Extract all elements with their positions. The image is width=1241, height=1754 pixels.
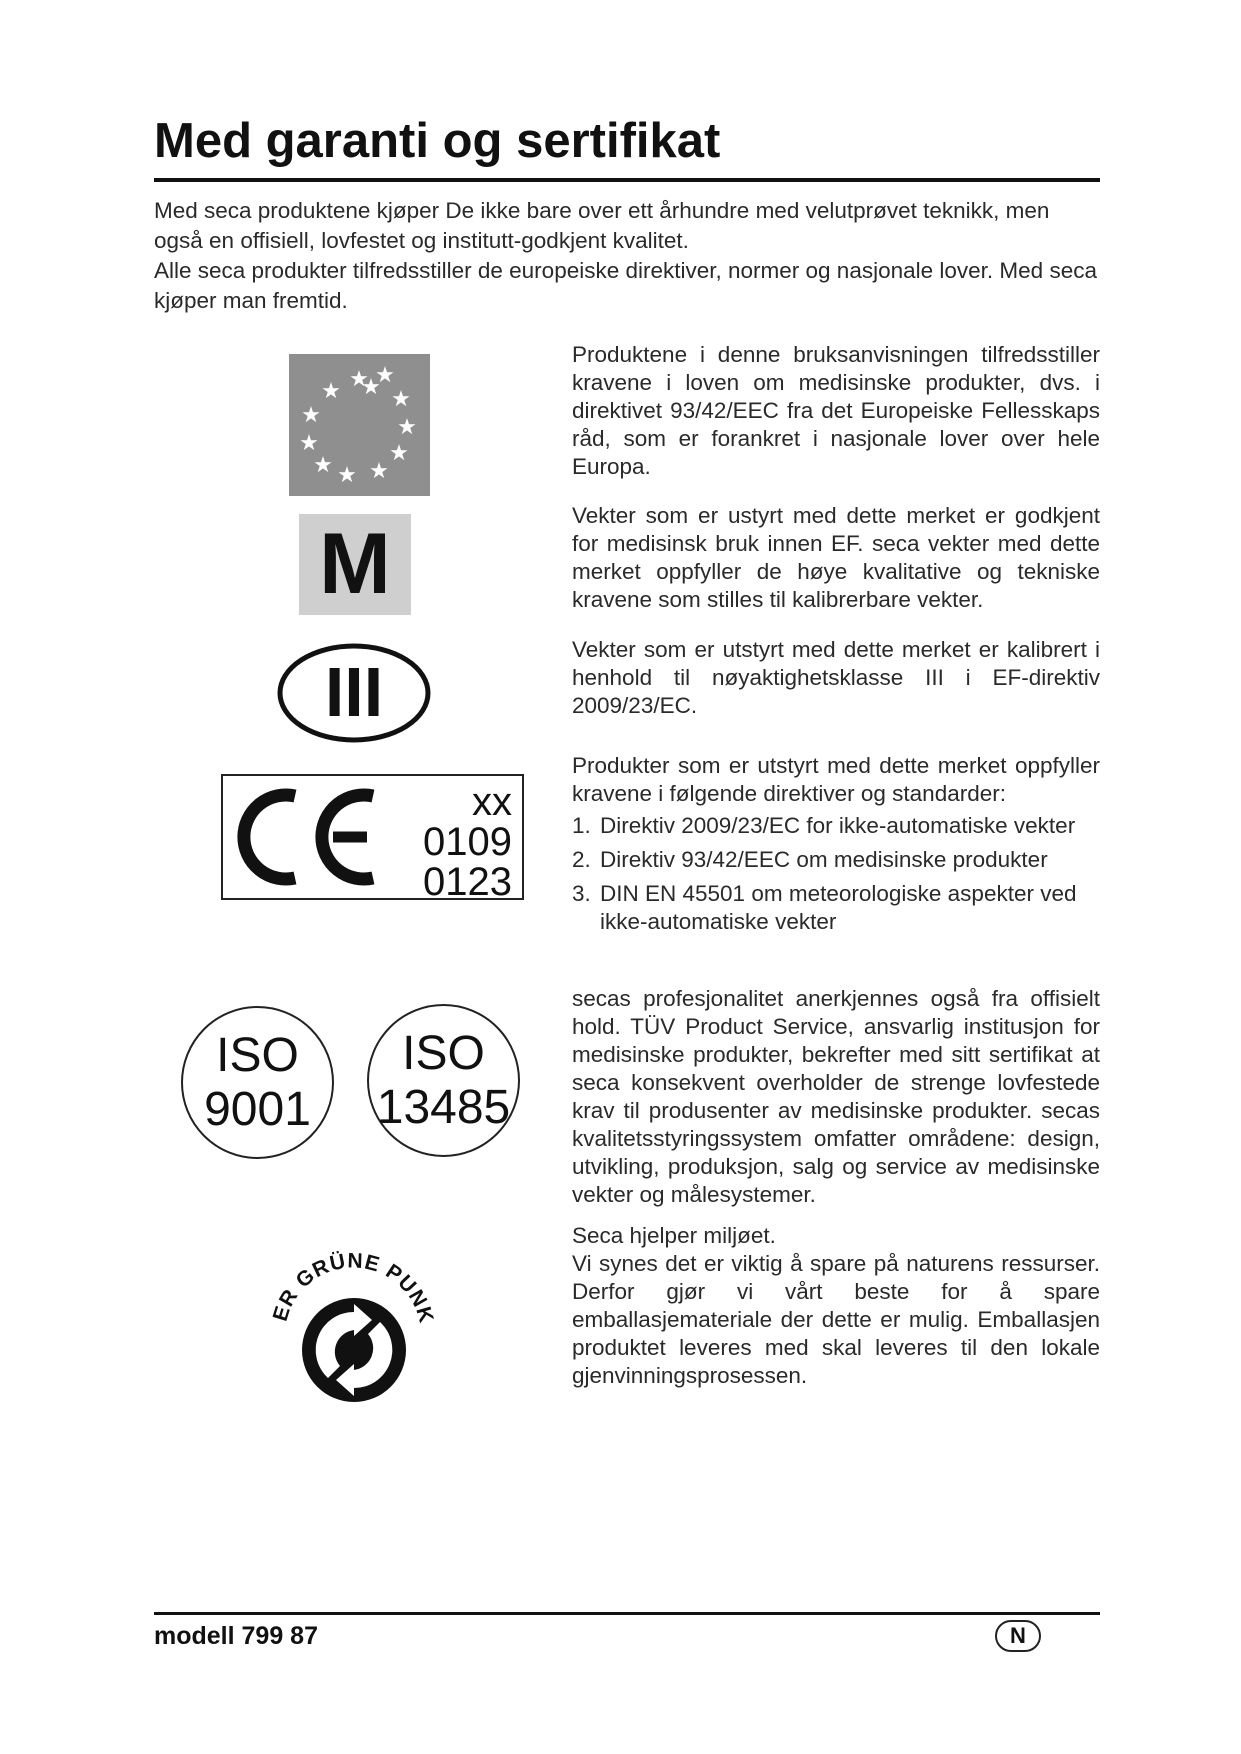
m-mark-text xyxy=(572,502,1100,614)
model-number: modell 799 87 xyxy=(154,1622,318,1650)
intro-paragraph: Med seca produktene kjøper De ikke bare over ett århundre med velutprøvet teknikk, men også en offisiell, lovfestet og institutt-godkjent kvalitet. xyxy=(154,198,1050,253)
list-number: 3. xyxy=(572,881,591,906)
svg-text:★: ★ xyxy=(299,431,319,456)
directive-list xyxy=(572,812,1100,936)
page-title: Med garanti og sertifikat xyxy=(154,114,721,168)
ce-intro: Produkter som er utstyrt med dette merket oppfyller kravene i følgende direktiver og standarder: xyxy=(572,753,1100,806)
iso-label: ISO xyxy=(402,1026,485,1080)
svg-text:★: ★ xyxy=(375,363,395,388)
list-number: 1. xyxy=(572,813,591,838)
iso-paragraph: secas profesjonalitet anerkjennes også fra offisielt hold. TÜV Product Service, ansvarlig institusjon for medisinske produkter, bekrefter med sitt sertifikat at seca konsekvent overholder de strenge lovfestede krav til produsenter av medisinske produkter. secas kvalitetsstyringssystem omfatter områdene: design, utvikling, produksjon, salg og service av medisinske vekter og målesystemer. xyxy=(572,986,1100,1207)
iso-label: ISO xyxy=(216,1028,299,1082)
eu-directive-text xyxy=(572,341,1100,481)
iso-13485-badge xyxy=(367,1004,520,1157)
iso-number: 13485 xyxy=(376,1080,511,1134)
accuracy-class-label: III xyxy=(324,653,384,731)
ce-mark-text xyxy=(572,752,1100,942)
iii-mark-text xyxy=(572,636,1100,720)
iso-number: 9001 xyxy=(204,1082,311,1136)
iii-paragraph: Vekter som er utstyrt med dette merket er kalibrert i henhold til nøyaktighetsklasse III i EF-direktiv 2009/23/EC. xyxy=(572,637,1100,718)
svg-text:★: ★ xyxy=(389,441,409,466)
ce-number: 0123 xyxy=(423,860,512,904)
gruene-punkt-text: ER GRÜNE PUNK xyxy=(268,1249,438,1327)
svg-text:★: ★ xyxy=(397,415,417,440)
ce-number: 0109 xyxy=(423,820,512,864)
ce-mark-box xyxy=(221,774,524,904)
footer-divider xyxy=(154,1612,1100,1615)
svg-text:★: ★ xyxy=(369,459,389,484)
svg-text:★: ★ xyxy=(361,375,381,400)
list-item xyxy=(572,812,1100,840)
accuracy-class-iii-icon xyxy=(276,642,432,744)
ce-mark-icon xyxy=(237,776,387,898)
list-text: Direktiv 2009/23/EC for ikke-automatiske vekter xyxy=(600,813,1076,838)
svg-text:★: ★ xyxy=(313,453,333,478)
list-text: Direktiv 93/42/EEC om medisinske produkter xyxy=(600,847,1048,872)
svg-text:★: ★ xyxy=(337,463,357,488)
list-number: 2. xyxy=(572,847,591,872)
svg-text:★: ★ xyxy=(301,403,321,428)
list-item xyxy=(572,880,1100,936)
title-divider xyxy=(154,178,1100,182)
metrology-m-icon: M xyxy=(299,514,411,615)
list-text: DIN EN 45501 om meteorologiske aspekter ved ikke-automatiske vekter xyxy=(600,881,1077,934)
list-item xyxy=(572,846,1100,874)
intro-paragraph: Alle seca produkter tilfredsstiller de europeiske direktiver, normer og nasjonale lover. Med seca kjøper man fremtid. xyxy=(154,258,1097,313)
environment-text xyxy=(572,1222,1100,1390)
environment-paragraph: Vi synes det er viktig å spare på naturens ressurser. Derfor gjør vi vårt beste for å spare emballasjemateriale der dette er mulig. Emballasjen produktet leveres med skal leveres til den lokale gjenvinningsprosessen. xyxy=(572,1251,1100,1388)
iso-9001-badge xyxy=(181,1006,334,1159)
iso-text xyxy=(572,985,1100,1209)
environment-title: Seca hjelper miljøet. xyxy=(572,1223,776,1248)
m-paragraph: Vekter som er ustyrt med dette merket er godkjent for medisinsk bruk innen EF. seca vekter med dette merket oppfyller de høye kvalitative og tekniske kravene som stilles til kalibrerbare vekter. xyxy=(572,503,1100,612)
eu-paragraph: Produktene i denne bruksanvisningen tilfredsstiller kravene i loven om medisinske produkter, dvs. i direktivet 93/42/EEC fra det Europeiske Fellesskaps råd, som er forankret i nasjonale lover over hele Europa. xyxy=(572,342,1100,479)
svg-text:★: ★ xyxy=(391,387,411,412)
ce-number: xx xyxy=(472,780,512,824)
gruene-punkt-icon xyxy=(268,1232,438,1408)
eu-flag-icon xyxy=(289,354,430,496)
intro-text xyxy=(154,196,1100,316)
svg-text:★: ★ xyxy=(349,367,369,392)
language-badge: N xyxy=(995,1620,1041,1652)
svg-text:★: ★ xyxy=(321,379,341,404)
